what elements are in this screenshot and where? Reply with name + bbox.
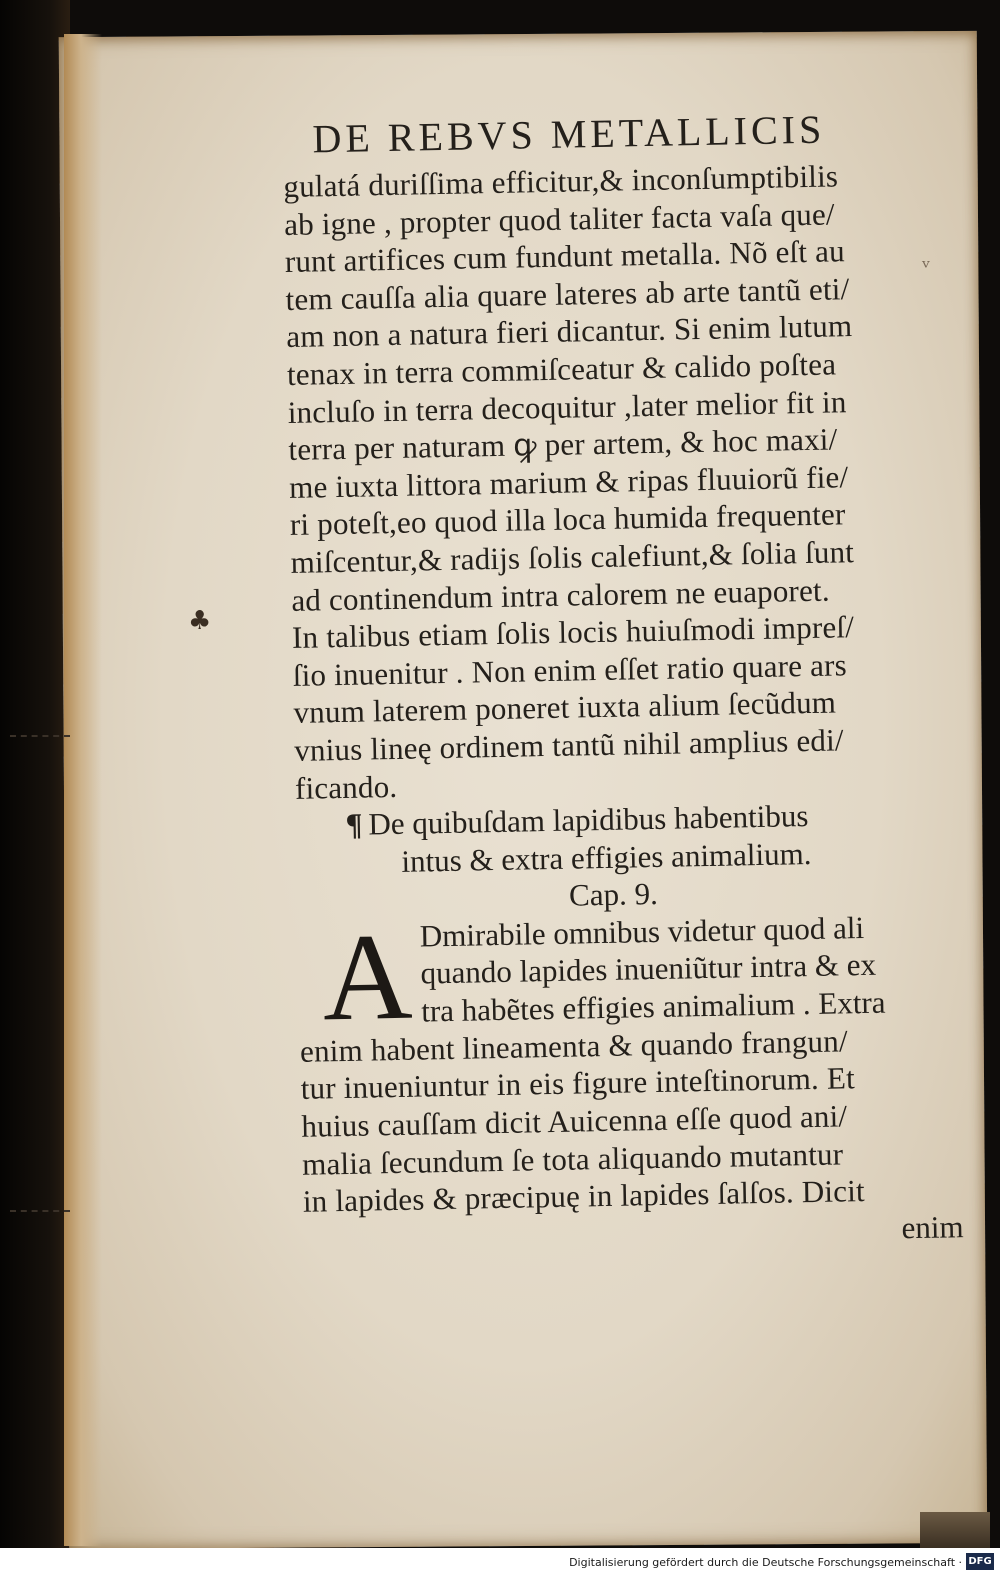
dfg-logo: DFG xyxy=(966,1553,994,1570)
text-line: In talibus etiam ſolis locis huiuſmodi impreſ/ xyxy=(291,609,855,656)
text-line: tenax in terra commiſceatur & calido poſtea xyxy=(286,346,837,392)
text-line: in lapides & præcipuę in lapides ſalſos. Dicit xyxy=(302,1173,866,1220)
ruler-mark xyxy=(10,1210,70,1214)
text-line: ficando. xyxy=(294,768,398,806)
text-line: Dmirabile omnibus videtur quod ali xyxy=(419,909,865,954)
text-line: tur inueniuntur in eis figure inteſtinorum. Et xyxy=(300,1060,856,1107)
text-line: ab igne , propter quod taliter facta vaſa que/ xyxy=(283,196,836,242)
text-line: enim habent lineamenta & quando frangun/ xyxy=(299,1023,849,1069)
ink-blot-mark: ♣ xyxy=(188,606,212,636)
text-line: incluſo in terra decoquitur ,later melior fit in xyxy=(287,383,847,430)
text-line: runt artifices cum fundunt metalla. Nõ eſt au xyxy=(284,233,846,280)
text-line: vnum laterem poneret iuxta alium ſecũdum xyxy=(293,684,837,731)
text-line: me iuxta littora marium & ripas fluuiorũ fie/ xyxy=(288,458,849,505)
text-line: vnius lineę ordinem tantũ nihil amplius edi/ xyxy=(293,722,844,768)
margin-mark: ᵛ xyxy=(922,256,931,281)
heading-line: intus & extra effigies animalium. xyxy=(401,835,812,879)
pilcrow-mark: ¶ xyxy=(345,806,363,842)
text-line: ſio inuenitur . Non enim eſſet ratio quare ars xyxy=(292,646,848,693)
text-line: ri poteſt,eo quod illa loca humida frequenter xyxy=(289,496,846,543)
body-text-continued xyxy=(300,1020,963,1221)
text-line: am non a natura fieri dicantur. Si enim lutum xyxy=(285,308,853,355)
page-edge-stain xyxy=(64,34,102,1546)
ruler-mark xyxy=(10,735,70,739)
text-line: tem cauſſa alia quare lateres ab arte tantũ eti/ xyxy=(285,270,850,317)
text-line: quando lapides inueniũtur intra & ex xyxy=(420,947,877,991)
digitization-credit: Digitalisierung gefördert durch die Deutsche Forschungsgemeinschaft · xyxy=(569,1556,962,1569)
text-line: tra habẽtes effigies animalium . Extra xyxy=(420,984,886,1029)
chapter-label: Cap. 9. xyxy=(568,876,659,913)
text-line: miſcentur,& radijs ſolis calefiunt,& ſolia ſunt xyxy=(290,534,855,580)
text-line: huius cauſſam dicit Auicenna eſſe quod ani/ xyxy=(301,1098,848,1144)
text-line: gulatá duriſſima efficitur,& inconſumptibilis xyxy=(283,158,839,204)
page-text xyxy=(282,99,964,1258)
running-head: DE REBVS METALLICIS xyxy=(312,106,826,162)
text-line: terra per naturam ꝙ per artem, & hoc maxi/ xyxy=(288,421,838,468)
text-line: ad continendum intra calorem ne euaporet. xyxy=(291,572,831,618)
catchword: enim xyxy=(901,1208,964,1246)
body-text xyxy=(283,155,955,807)
page-corner xyxy=(920,1512,990,1548)
text-line: malia ſecundum ſe tota aliquando mutantur xyxy=(301,1136,844,1182)
heading-line: De quibuſdam lapidibus habentibus xyxy=(368,798,809,842)
drop-cap-initial: A xyxy=(321,907,414,1047)
